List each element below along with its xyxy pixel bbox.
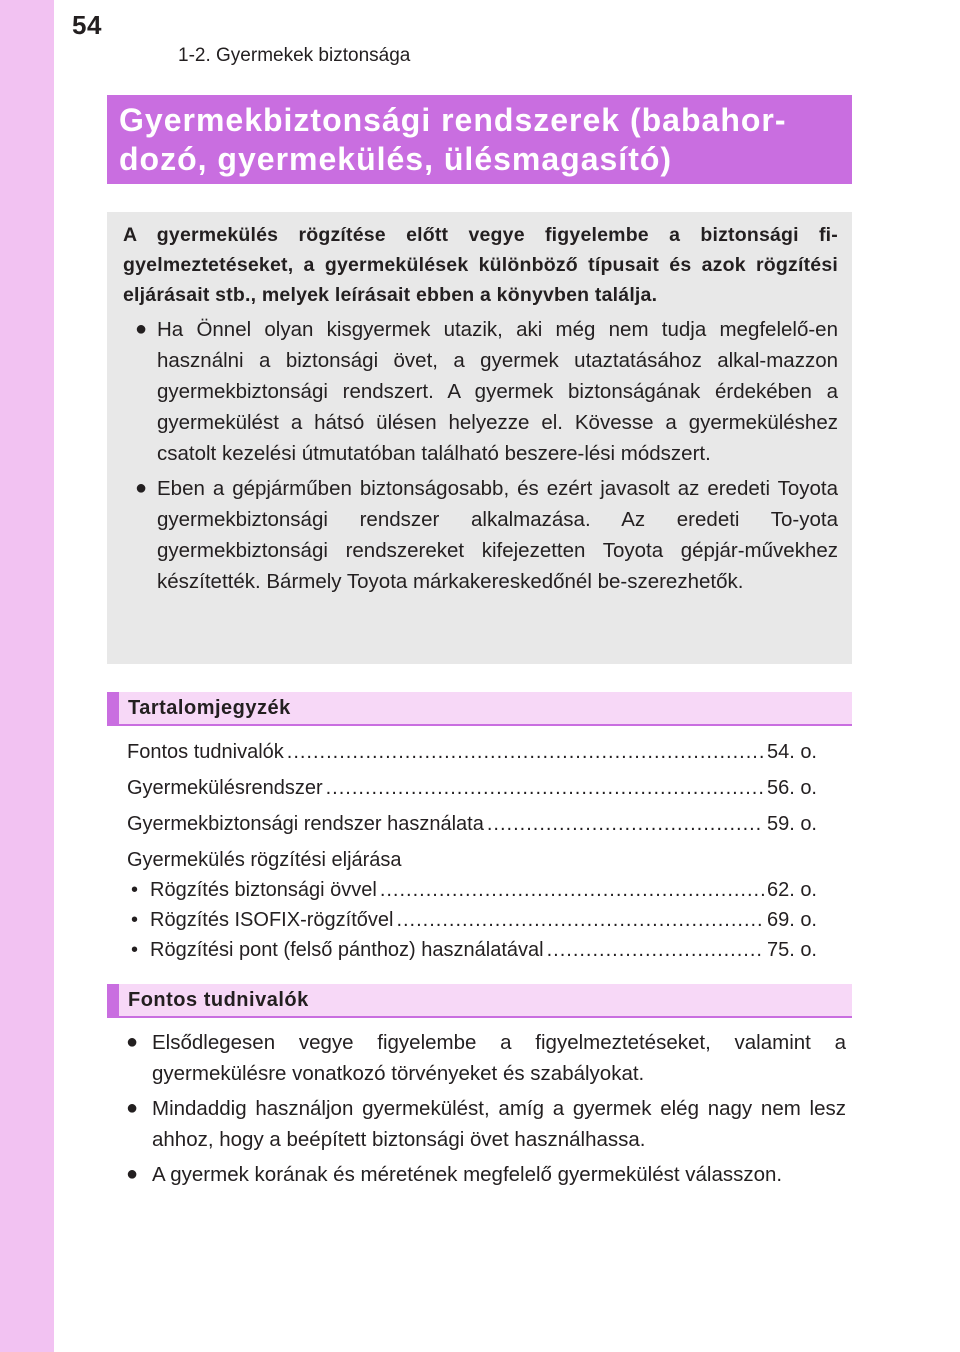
title-banner [107,95,852,184]
bullet-dot-icon: ● [135,477,148,499]
intro-bullet [123,314,838,469]
toc-entry-label: Gyermekbiztonsági rendszer használata [127,813,484,835]
toc-entry-label: Gyermekülésrendszer [127,777,323,799]
intro-bullet-text: Eben a gépjárműben biztonságosabb, és ezért javasolt az eredeti Toyota gyermekbiztonsági rendszer alkalmazása. Az eredeti To-yota gyermekbiztonsági rendszereket kifejezetten Toyota gépjár-művekhez készítették. Bármely Toyota márkakereskedőnél be-szerezhetők. [157,477,838,593]
toc-entry-page: 62. o. [766,879,817,901]
intro-box [107,212,852,664]
toc-entry-page: 54. o. [766,741,817,763]
toc-entry[interactable] [127,737,817,767]
intro-bullet-text: Ha Önnel olyan kisgyermek utazik, aki még nem tudja megfelelő-en használni a biztonsági övet, a gyermek utaztatásához alkal-mazzon gyermekbiztonsági rendszert. A gyermek biztonságának érdekében a gyermekülést a hátsó ülésen helyezze el. Kövesse a gyermeküléshez csatolt kezelési útmutatóban található beszere-lési módszert. [157,318,838,465]
toc-entry-label: Rögzítés biztonsági övvel [150,879,377,901]
toc-entry[interactable] [127,809,817,839]
bullet-dot-icon: ● [126,1163,139,1185]
title-line-2: dozó, gyermekülés, ülésmagasító) [119,141,673,177]
toc-entry[interactable] [127,773,817,803]
toc-entry-page: 69. o. [766,909,817,931]
toc-entry-label: Rögzítés ISOFIX-rögzítővel [150,909,394,931]
important-item [126,1027,846,1089]
toc-leader-dots [547,935,764,965]
toc-leader-dots [380,875,764,905]
intro-bold-text: A gyermekülés rögzítése előtt vegye figyelembe a biztonsági fi-gyelmeztetéseket, a gyermekülések különböző típusait és azok rögzítési eljárásait stb., melyek leírásait ebben a könyvben találja. [123,224,838,306]
sub-bullet-icon: • [131,909,139,931]
important-item [126,1093,846,1155]
important-heading: Fontos tudnivalók [107,984,852,1018]
toc-leader-dots [326,773,764,803]
toc-entry-page: 56. o. [766,777,817,799]
important-item [126,1159,846,1190]
intro-bullet [123,473,838,597]
important-item-text: Mindaddig használjon gyermekülést, amíg a gyermek elég nagy nem lesz ahhoz, hogy a beépített biztonsági övet használhassa. [152,1097,846,1151]
toc-entry-page: 59. o. [766,813,817,835]
toc-entry-label: Fontos tudnivalók [127,741,284,763]
bullet-dot-icon: ● [126,1097,139,1119]
toc-leader-dots [287,737,764,767]
side-tab [0,0,54,1352]
sub-bullet-icon: • [131,939,139,961]
bullet-dot-icon: ● [126,1031,139,1053]
toc-leader-dots [487,809,764,839]
toc-entry-page: 75. o. [766,939,817,961]
toc-leader-dots [396,905,764,935]
title-line-1: Gyermekbiztonsági rendszerek (babahor- [119,102,787,138]
important-item-text: Elsődlegesen vegye figyelembe a figyelmeztetéseket, valamint a gyermekülésre vonatkozó törvényeket és szabályokat. [152,1031,846,1085]
toc-sub-entry[interactable] [127,905,817,935]
page-number: 54 [72,10,102,40]
toc-sub-entry[interactable] [127,875,817,905]
section-header: 1-2. Gyermekek biztonsága [178,45,411,66]
toc-heading: Tartalomjegyzék [107,692,852,726]
toc-sub-entry[interactable] [127,935,817,965]
important-list [126,1027,846,1194]
toc-group-heading: Gyermekülés rögzítési eljárása [127,849,402,871]
bullet-dot-icon: ● [135,318,148,340]
table-of-contents [127,737,817,965]
toc-entry-label: Rögzítési pont (felső pánthoz) használatával [150,939,544,961]
important-item-text: A gyermek korának és méretének megfelelő gyermekülést válasszon. [152,1163,783,1186]
sub-bullet-icon: • [131,879,139,901]
